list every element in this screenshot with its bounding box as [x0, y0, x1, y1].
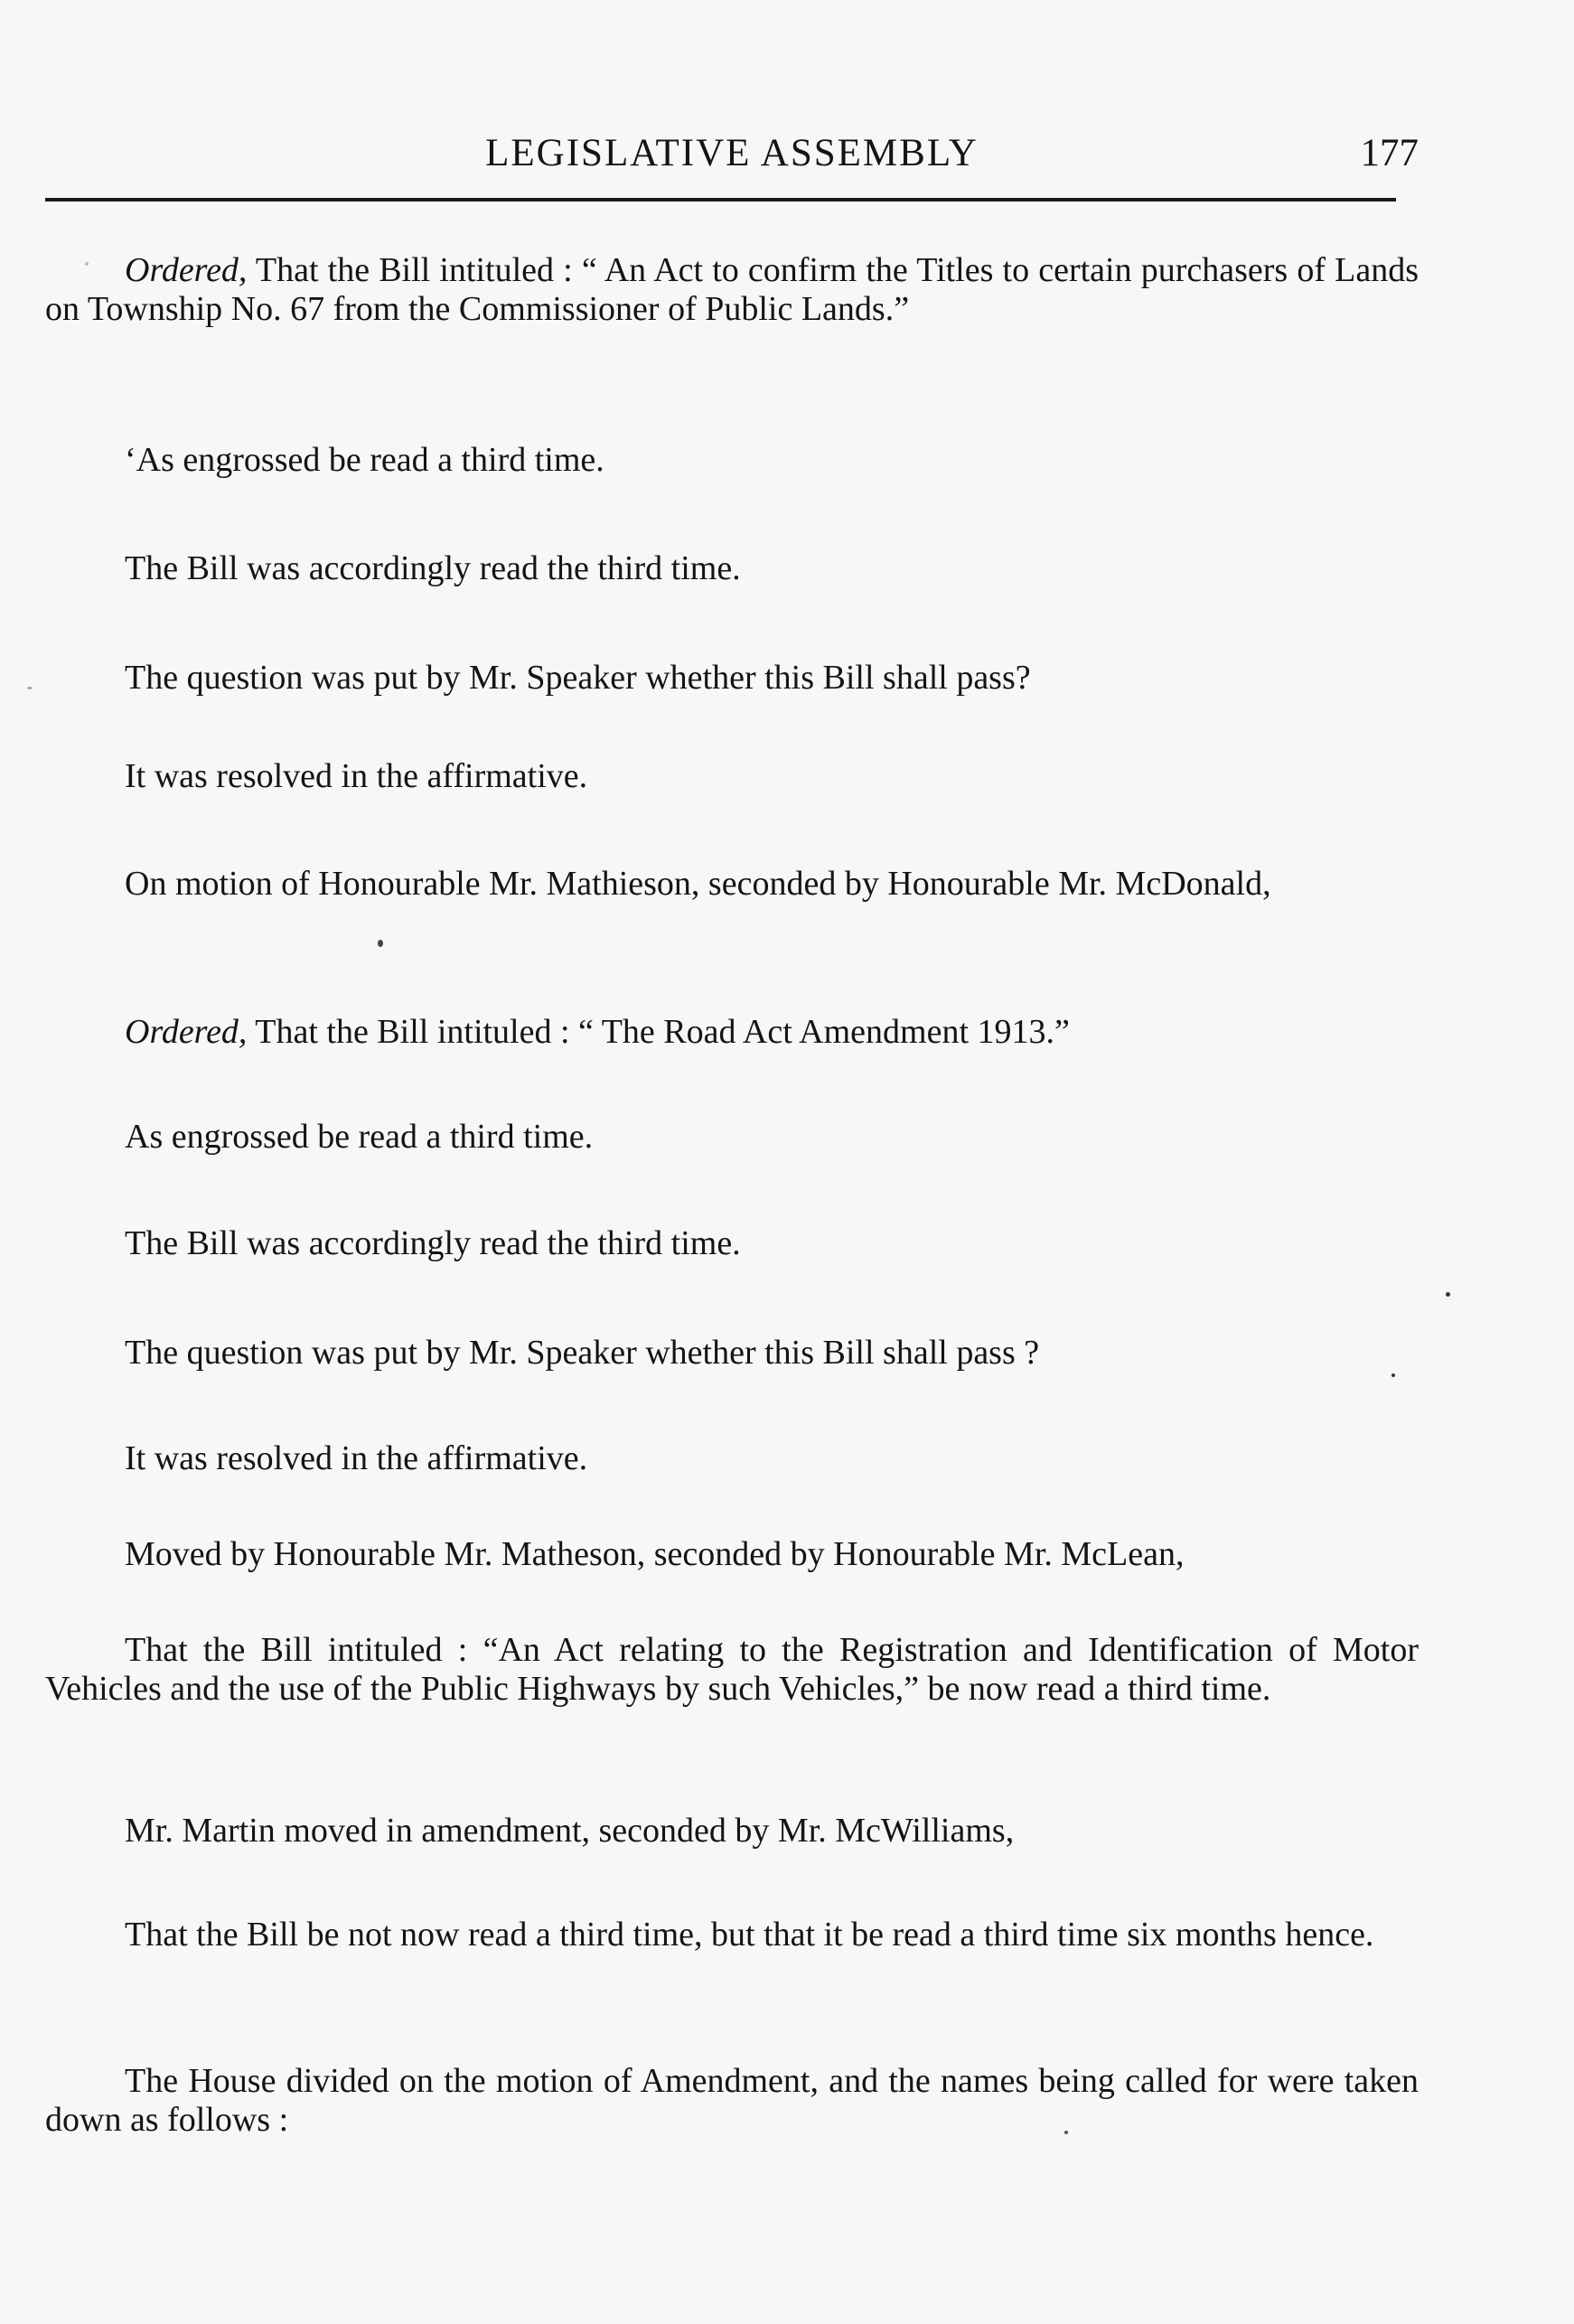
paragraph-amendment [45, 1812, 1419, 1851]
paragraph-text: As engrossed be read a third time. [125, 1118, 594, 1156]
ordered-label: Ordered, [125, 1013, 248, 1051]
paragraph-text: The question was put by Mr. Speaker whether this Bill shall pass ? [125, 1334, 1040, 1372]
page-title: LEGISLATIVE ASSEMBLY [485, 132, 979, 174]
paragraph-text: On motion of Honourable Mr. Mathieson, seconded by Honourable Mr. McDonald, [125, 865, 1271, 903]
paragraph-text: It was resolved in the affirmative. [125, 757, 588, 795]
paragraph-question [45, 659, 1419, 698]
paragraph-text: Moved by Honourable Mr. Matheson, seconded by Honourable Mr. McLean, [125, 1535, 1185, 1573]
paragraph-text: The question was put by Mr. Speaker whether this Bill shall pass? [125, 659, 1031, 697]
paragraph-text: It was resolved in the affirmative. [125, 1439, 588, 1477]
paragraph-text: ‘As engrossed be read a third time. [125, 441, 604, 479]
paragraph-resolved [45, 757, 1419, 796]
paragraph-six-months [45, 1916, 1419, 1954]
paragraph-resolved [45, 1439, 1419, 1478]
paragraph-ordered-titles [45, 251, 1419, 329]
paper-speck [1064, 2131, 1068, 2134]
paragraph-text: The House divided on the motion of Amendment, and the names being called for were taken down as follows : [45, 2062, 1419, 2139]
paragraph-motion [45, 865, 1419, 904]
paper-speck [27, 687, 33, 689]
paragraph-house-divided [45, 2062, 1419, 2140]
paragraph-text: The Bill was accordingly read the third time. [125, 549, 741, 587]
paragraph-text: That the Bill intituled : “ An Act to confirm the Titles to certain purchasers of Lands on Township No. 67 from the Commissioner of Public Lands.” [45, 251, 1419, 328]
paragraph-text: That the Bill intituled : “ The Road Act Amendment 1913.” [247, 1013, 1070, 1051]
paper-speck [85, 262, 89, 266]
paragraph-text: Mr. Martin moved in amendment, seconded by Mr. McWilliams, [125, 1812, 1015, 1850]
paragraph-motor-vehicles-bill [45, 1631, 1419, 1709]
paper-speck [1391, 1373, 1395, 1377]
header-rule [45, 198, 1396, 201]
paragraph-question [45, 1334, 1419, 1373]
paragraph-text: That the Bill intituled : “An Act relating to the Registration and Identification of Motor Vehicles and the use of the Public Highways by such Vehicles,” be now read a third time. [45, 1631, 1419, 1708]
ordered-label: Ordered, [125, 251, 248, 289]
paragraph-third-reading [45, 1224, 1419, 1263]
page-number: 177 [1360, 132, 1419, 174]
paragraph-text: That the Bill be not now read a third time, but that it be read a third time six months hence. [125, 1916, 1374, 1954]
paragraph-moved [45, 1535, 1419, 1574]
paper-speck [1446, 1292, 1450, 1297]
running-head [45, 127, 1419, 181]
paragraph-ordered-road-act [45, 1013, 1419, 1052]
paragraph-text: The Bill was accordingly read the third time. [125, 1224, 741, 1262]
paragraph-third-reading [45, 549, 1419, 588]
paper-speck [378, 940, 383, 947]
paragraph-engrossed [45, 441, 1419, 480]
paragraph-engrossed [45, 1118, 1419, 1157]
